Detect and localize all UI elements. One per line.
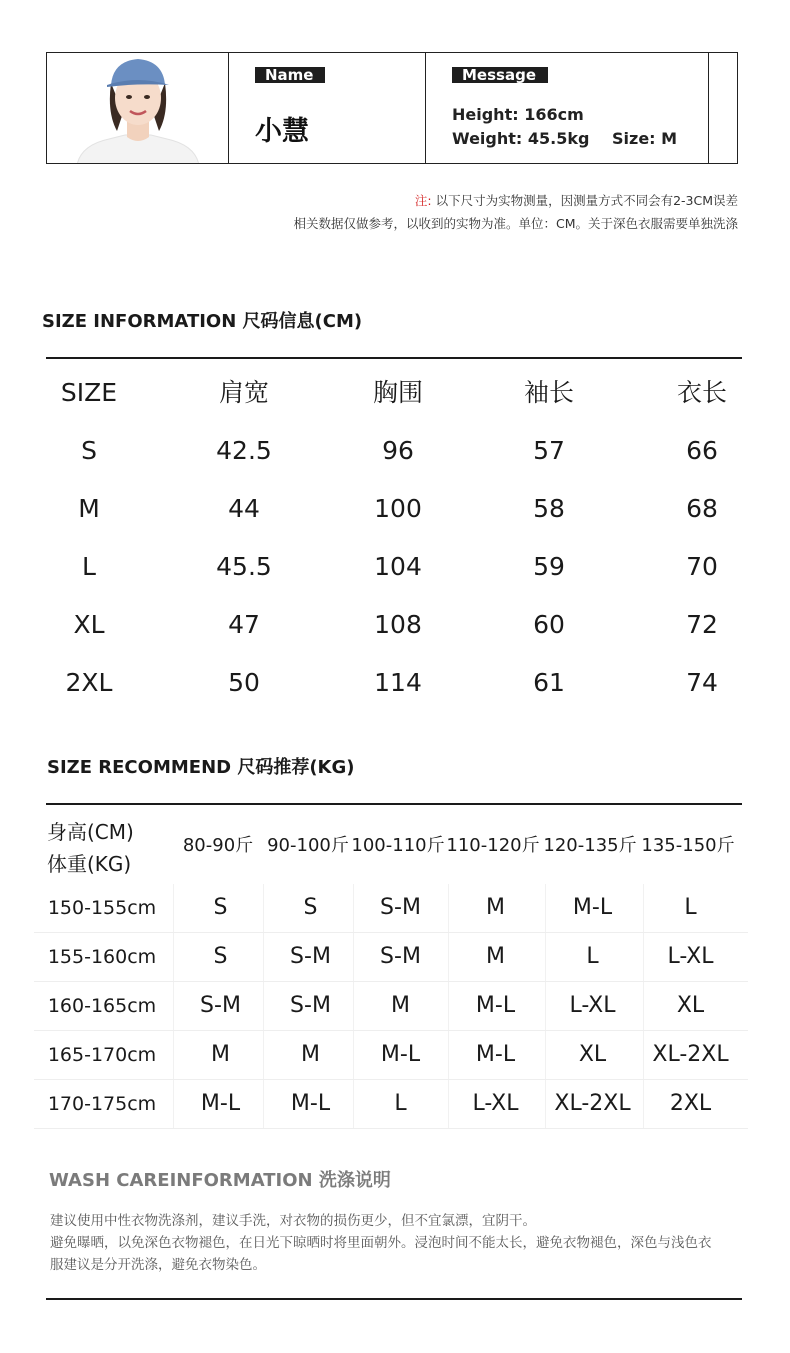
recommended-size-cell: S-M [353,884,447,932]
size-table-row-cell: XL [73,610,105,639]
weight-range-header: 100-110斤 [351,835,445,856]
recommended-size-cell: S-M [173,982,267,1030]
size-table-row-cell: 66 [686,436,718,465]
size-information-title: SIZE INFORMATION 尺码信息(CM) [42,311,363,332]
name-cell [229,53,426,163]
wash-care-line: 建议使用中性衣物洗涤剂，建议手洗，对衣物的损伤更少，但不宜氯漂，宜阴干。 [50,1213,536,1229]
note-line-2: 相关数据仅做参考，以收到的实物为准。单位：CM。关于深色衣服需要单独洗涤 [293,216,738,231]
recommended-size-cell: L-XL [448,1080,542,1128]
size-information-table [12,364,778,712]
recommended-size-cell: M [353,982,447,1030]
wash-care-title: WASH CAREINFORMATION 洗涤说明 [49,1170,391,1191]
height-range-cell: 170-175cm [47,1093,157,1115]
model-size: Size: M [612,129,678,148]
measurement-note [415,191,738,209]
size-table-row-cell: 61 [533,668,565,697]
model-height: Height: 166cm [452,105,584,124]
recommended-size-cell: L [545,933,639,981]
recommended-size-cell: M-L [353,1031,447,1079]
weight-range-header: 120-135斤 [543,835,637,856]
size-table-row-cell: S [81,436,97,465]
recommended-size-cell: XL [545,1031,639,1079]
size-table-row [12,480,778,538]
recommended-size-cell: S-M [263,982,357,1030]
recommended-size-cell: XL [643,982,737,1030]
size-table-row-cell: M [78,494,100,523]
recommend-row [34,1080,748,1129]
model-card [46,52,738,164]
recommended-size-cell: M-L [448,1031,542,1079]
size-table-row-cell: 114 [374,668,422,697]
size-table-row-cell: 50 [228,668,260,697]
size-recommend-title: SIZE RECOMMEND 尺码推荐(KG) [47,757,355,778]
recommended-size-cell: S [263,884,357,932]
size-table-row-cell: 57 [533,436,565,465]
recommended-size-cell: M [263,1031,357,1079]
note-line-1: 以下尺寸为实物测量，因测量方式不同会有2-3CM误差 [435,193,738,208]
recommended-size-cell: 2XL [643,1080,737,1128]
model-weight: Weight: 45.5kg [452,129,590,148]
size-table-row-cell: 108 [374,610,422,639]
recommended-size-cell: S-M [263,933,357,981]
size-table-row-cell: 60 [533,610,565,639]
size-table-header-cell: 胸围 [372,378,423,407]
size-table-row [12,654,778,712]
model-name: 小慧 [255,116,309,147]
height-label: 身高(CM) [47,820,134,844]
height-range-cell: 155-160cm [47,946,157,968]
size-table-row-cell: 44 [228,494,260,523]
height-range-cell: 150-155cm [47,897,157,919]
recommended-size-cell: XL-2XL [545,1080,639,1128]
size-table-header-cell: 衣长 [676,378,727,407]
recommended-size-cell: M-L [263,1080,357,1128]
size-table-row-cell: 42.5 [216,436,272,465]
model-portrait-image [47,53,229,163]
recommend-row [34,933,748,982]
size-table-row-cell: 58 [533,494,565,523]
wash-care-line: 服建议是分开洗涤，避免衣物染色。 [50,1257,266,1273]
size-table-row [12,422,778,480]
recommended-size-cell: L [353,1080,447,1128]
size-table-row-cell: 96 [382,436,414,465]
recommended-size-cell: L [643,884,737,932]
name-tag: Name [255,67,325,83]
size-table-row-cell: 74 [686,668,718,697]
height-range-cell: 165-170cm [47,1044,157,1066]
recommended-size-cell: S [173,933,267,981]
divider [46,1298,742,1300]
model-photo [47,53,229,163]
recommended-size-cell: M [448,933,542,981]
weight-range-header: 110-120斤 [446,835,540,856]
recommended-size-cell: L-XL [545,982,639,1030]
recommend-row [34,982,748,1031]
recommended-size-cell: M [173,1031,267,1079]
size-table-row-cell: 59 [533,552,565,581]
size-table-row [12,596,778,654]
size-table-row-cell: 100 [374,494,422,523]
recommended-size-cell: M-L [173,1080,267,1128]
size-recommend-table [34,884,748,1129]
recommended-size-cell: XL-2XL [643,1031,737,1079]
recommend-row [34,884,748,933]
size-table-row-cell: 47 [228,610,260,639]
note-prefix: 注: [414,193,432,208]
size-table-row-cell: 2XL [65,668,113,697]
size-table-row-cell: 45.5 [216,552,272,581]
wash-care-text [50,1210,750,1276]
size-table-row-cell: 72 [686,610,718,639]
size-table-header-cell: 肩宽 [218,378,269,407]
size-table-header-cell: 袖长 [523,378,574,407]
wash-care-line: 避免曝晒，以免深色衣物褪色，在日光下晾晒时将里面朝外。浸泡时间不能太长，避免衣物褪色，深色与浅色衣 [50,1235,712,1251]
size-table-row [12,538,778,596]
recommended-size-cell: S-M [353,933,447,981]
recommended-size-cell: M-L [545,884,639,932]
weight-range-header: 80-90斤 [182,835,254,856]
size-table-row-cell: 104 [374,552,422,581]
divider [46,357,742,359]
size-table-header [12,364,778,422]
height-range-cell: 160-165cm [47,995,157,1017]
card-end-cell [709,53,739,163]
recommended-size-cell: S [173,884,267,932]
recommended-size-cell: L-XL [643,933,737,981]
size-table-row-cell: L [82,552,96,581]
weight-range-header: 90-100斤 [267,835,349,856]
size-table-row-cell: 70 [686,552,718,581]
recommended-size-cell: M-L [448,982,542,1030]
size-table-header-cell: SIZE [60,378,118,407]
recommend-row [34,1031,748,1080]
size-table-row-cell: 68 [686,494,718,523]
message-tag: Message [452,67,548,83]
message-cell [426,53,709,163]
weight-label: 体重(KG) [47,852,132,876]
divider [46,803,742,805]
weight-range-header: 135-150斤 [641,835,735,856]
recommended-size-cell: M [448,884,542,932]
